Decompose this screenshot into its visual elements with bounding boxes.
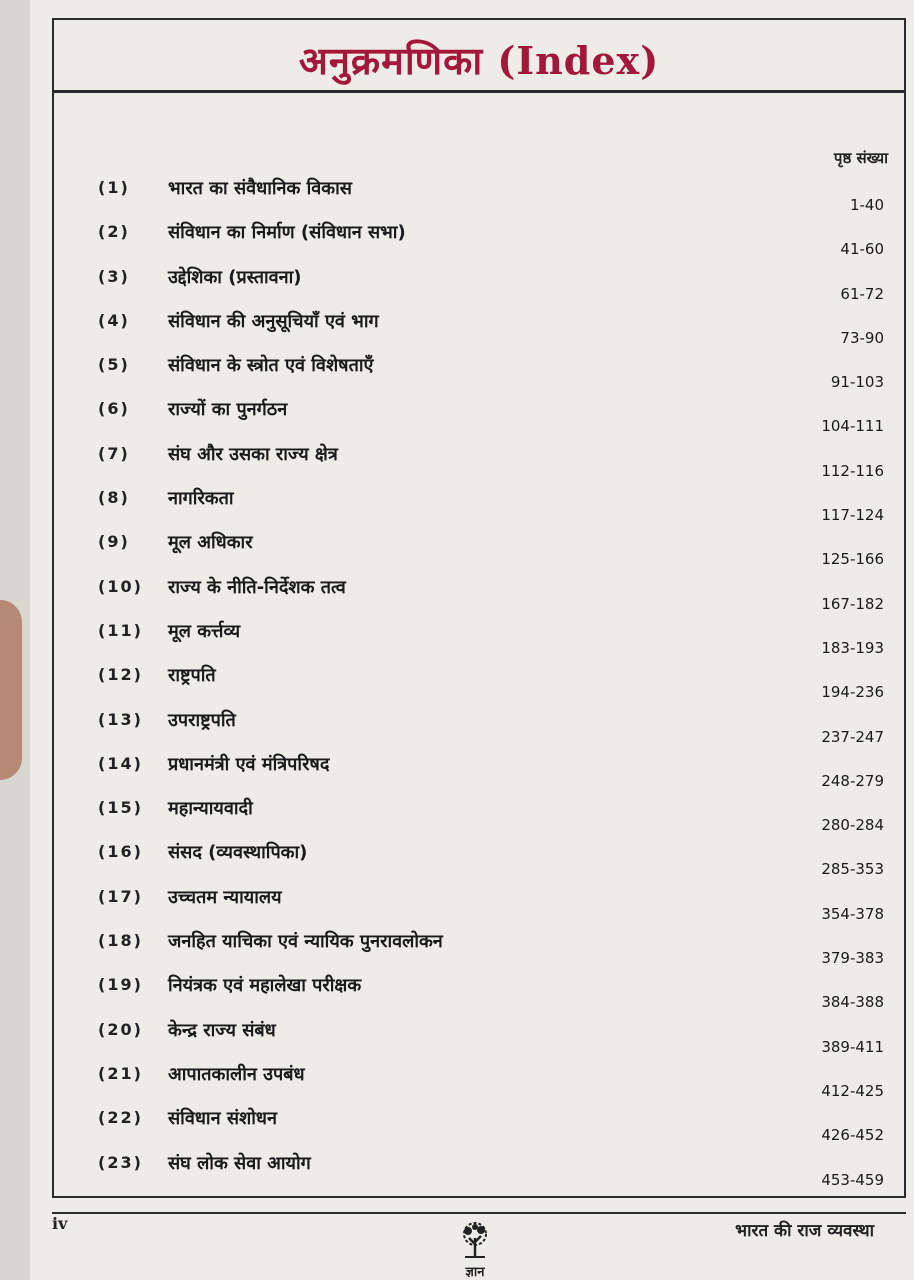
entry-number: (10) <box>98 576 143 596</box>
index-entry <box>98 657 888 701</box>
entry-pages: 379-383 <box>821 949 884 968</box>
entry-number: (12) <box>98 665 143 685</box>
entry-number: (4) <box>98 310 130 330</box>
index-entry <box>98 923 888 967</box>
book-page <box>30 0 914 1280</box>
index-entry <box>98 967 888 1011</box>
entry-number: (21) <box>98 1063 143 1083</box>
tree-icon <box>455 1220 495 1260</box>
entry-number: (22) <box>98 1108 143 1128</box>
entry-pages: 61-72 <box>840 284 884 303</box>
entry-pages: 280-284 <box>821 816 884 835</box>
entry-title: प्रधानमंत्री एवं मंत्रिपरिषद <box>168 753 330 775</box>
entry-title: नियंत्रक एवं महालेखा परीक्षक <box>168 975 362 997</box>
entry-title: भारत का संवैधानिक विकास <box>168 178 352 199</box>
entry-pages: 384-388 <box>821 993 884 1012</box>
footer-page-number: iv <box>52 1214 68 1233</box>
entry-pages: 41-60 <box>840 240 884 259</box>
entry-pages: 112-116 <box>821 461 884 480</box>
entry-number: (15) <box>98 798 143 818</box>
entry-number: (19) <box>98 975 143 995</box>
index-frame <box>52 18 906 1198</box>
entry-pages: 183-193 <box>821 638 884 657</box>
entry-title: नागरिकता <box>168 488 234 510</box>
index-entry <box>98 524 888 568</box>
footer-rule <box>52 1212 906 1214</box>
entry-pages: 354-378 <box>821 904 884 923</box>
entry-title: केन्द्र राज्य संबंध <box>168 1019 276 1041</box>
entry-number: (11) <box>98 620 143 640</box>
entry-number: (7) <box>98 443 130 463</box>
entry-pages: 194-236 <box>821 683 884 702</box>
entry-title: संसद (व्यवस्थापिका) <box>168 842 308 864</box>
entry-number: (6) <box>98 399 130 419</box>
index-entry <box>98 436 888 480</box>
entry-number: (13) <box>98 709 143 729</box>
entry-title: मूल कर्त्तव्य <box>168 620 241 642</box>
entry-pages: 167-182 <box>821 594 884 613</box>
index-entry <box>98 1145 888 1189</box>
index-entry <box>98 170 888 214</box>
footer-book-title: भारत की राज व्यवस्था <box>735 1221 874 1241</box>
entry-title: आपातकालीन उपबंध <box>168 1063 305 1085</box>
index-entry <box>98 214 888 258</box>
entry-pages: 389-411 <box>821 1037 884 1056</box>
entry-title: उच्चतम न्यायालय <box>168 886 282 908</box>
page-number-column-label: पृष्ठ संख्या <box>833 149 888 167</box>
entry-title: संविधान के स्त्रोत एवं विशेषताएँ <box>168 355 374 377</box>
entry-pages: 117-124 <box>821 506 884 525</box>
index-entry <box>98 391 888 435</box>
entry-pages: 453-459 <box>821 1170 884 1189</box>
entry-pages: 412-425 <box>821 1081 884 1100</box>
entry-number: (23) <box>98 1152 143 1172</box>
entry-pages: 125-166 <box>821 550 884 569</box>
index-entry <box>98 702 888 746</box>
entry-title: उद्देशिका (प्रस्तावना) <box>168 266 302 288</box>
entry-title: संघ और उसका राज्य क्षेत्र <box>168 443 338 465</box>
entry-title: संविधान संशोधन <box>168 1108 277 1130</box>
index-entry <box>98 834 888 878</box>
entry-title: मूल अधिकार <box>168 532 253 554</box>
index-entry <box>98 1100 888 1144</box>
entry-number: (8) <box>98 488 130 508</box>
entry-number: (9) <box>98 532 130 552</box>
entry-title: राज्य के नीति-निर्देशक तत्व <box>168 576 346 598</box>
entry-number: (16) <box>98 842 143 862</box>
entry-pages: 91-103 <box>830 373 884 392</box>
entry-number: (17) <box>98 886 143 906</box>
index-entry <box>98 879 888 923</box>
entry-number: (18) <box>98 931 143 951</box>
page-title <box>54 34 904 86</box>
entry-title: संघ लोक सेवा आयोग <box>168 1152 311 1174</box>
entry-pages: 1-40 <box>849 196 884 214</box>
entry-title: राष्ट्रपति <box>168 665 216 687</box>
index-entry <box>98 259 888 303</box>
page-title-text: अनुक्रमणिका (Index) <box>281 38 677 83</box>
entry-number: (14) <box>98 753 143 773</box>
entry-number: (20) <box>98 1019 143 1039</box>
entry-number: (1) <box>98 178 130 197</box>
entry-title: संविधान का निर्माण (संविधान सभा) <box>168 222 406 244</box>
logo-text: ज्ञान <box>465 1265 485 1280</box>
entry-pages: 248-279 <box>821 771 884 790</box>
publisher-logo <box>450 1220 500 1278</box>
entry-number: (2) <box>98 222 130 242</box>
entry-pages: 104-111 <box>821 417 884 436</box>
index-entry <box>98 569 888 613</box>
entry-title: जनहित याचिका एवं न्यायिक पुनरावलोकन <box>168 931 443 953</box>
entry-title: महान्यायवादी <box>168 798 253 820</box>
entry-number: (5) <box>98 355 130 375</box>
entry-title: राज्यों का पुनर्गठन <box>168 399 288 421</box>
title-rule <box>54 90 904 93</box>
index-entry <box>98 303 888 347</box>
index-entry <box>98 746 888 790</box>
entry-title: उपराष्ट्रपति <box>168 709 236 731</box>
index-entry <box>98 1056 888 1100</box>
entry-title: संविधान की अनुसूचियाँ एवं भाग <box>168 310 379 332</box>
index-list <box>98 170 888 1189</box>
thumb-edge <box>0 600 22 780</box>
entry-number: (3) <box>98 266 130 286</box>
index-entry <box>98 1012 888 1056</box>
entry-pages: 285-353 <box>821 860 884 879</box>
entry-pages: 237-247 <box>821 727 884 746</box>
index-entry <box>98 480 888 524</box>
index-entry <box>98 613 888 657</box>
entry-pages: 426-452 <box>821 1126 884 1145</box>
index-entry <box>98 790 888 834</box>
index-entry <box>98 347 888 391</box>
entry-pages: 73-90 <box>840 328 884 347</box>
